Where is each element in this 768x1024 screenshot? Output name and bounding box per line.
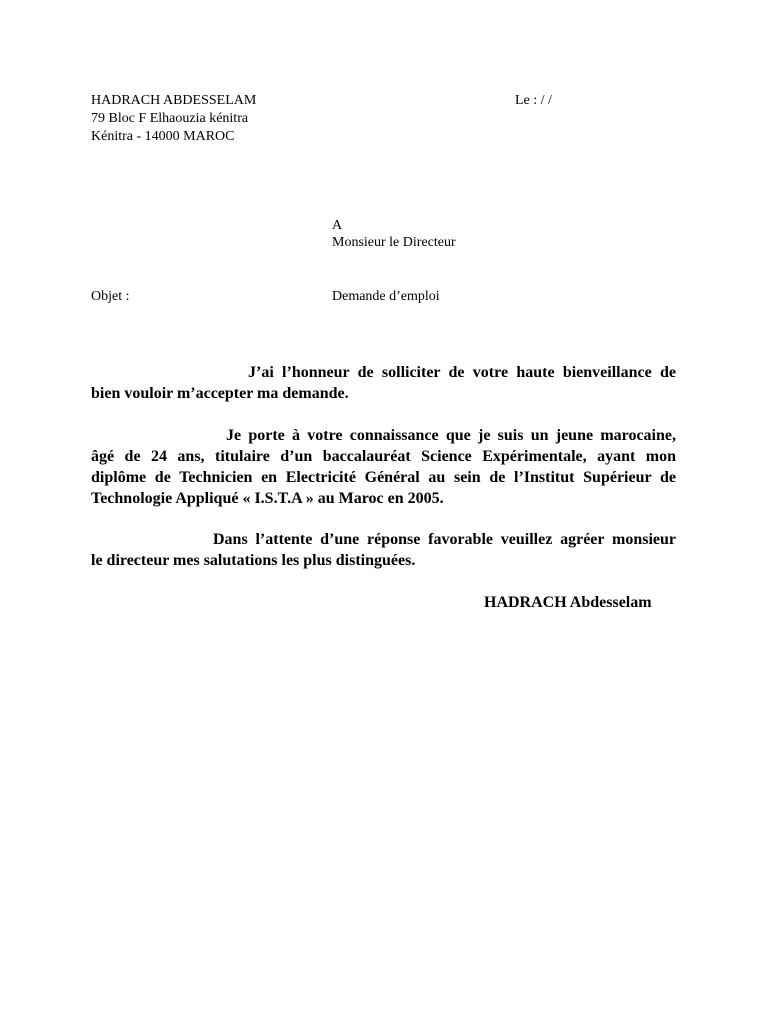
paragraph-3-line-2: le directeur mes salutations les plus distinguées. — [91, 552, 416, 569]
paragraph-2-line-3: diplôme de Technicien en Electricité Général au sein de l’Institut Supérieur de — [91, 469, 676, 486]
sender-address-line1: 79 Bloc F Elhaouzia kénitra — [91, 111, 249, 126]
subject-label: Objet : — [91, 289, 130, 304]
paragraph-2 — [91, 425, 676, 509]
paragraph-3 — [91, 529, 676, 571]
recipient-title: Monsieur le Directeur — [332, 235, 456, 250]
paragraph-2-line-2: âgé de 24 ans, titulaire d’un baccalauréat Science Expérimentale, ayant mon — [91, 448, 676, 465]
sender-name: HADRACH ABDESSELAM — [91, 93, 257, 108]
paragraph-2-line-4: Technologie Appliqué « I.S.T.A » au Maroc en 2005. — [91, 490, 444, 507]
date-label: Le : / / — [515, 93, 552, 108]
paragraph-1-line-2: bien vouloir m’accepter ma demande. — [91, 385, 349, 402]
signature: HADRACH Abdesselam — [484, 594, 652, 611]
paragraph-3-line-1: Dans l’attente d’une réponse favorable veuillez agréer monsieur — [213, 531, 676, 548]
subject-value: Demande d’emploi — [332, 289, 440, 304]
recipient-prefix: A — [332, 218, 343, 233]
sender-address-line2: Kénitra - 14000 MAROC — [91, 129, 235, 144]
paragraph-2-line-1: Je porte à votre connaissance que je suis un jeune marocaine, — [226, 427, 676, 444]
paragraph-1-line-1: J’ai l’honneur de solliciter de votre haute bienveillance de — [248, 364, 676, 381]
paragraph-1 — [91, 362, 676, 404]
